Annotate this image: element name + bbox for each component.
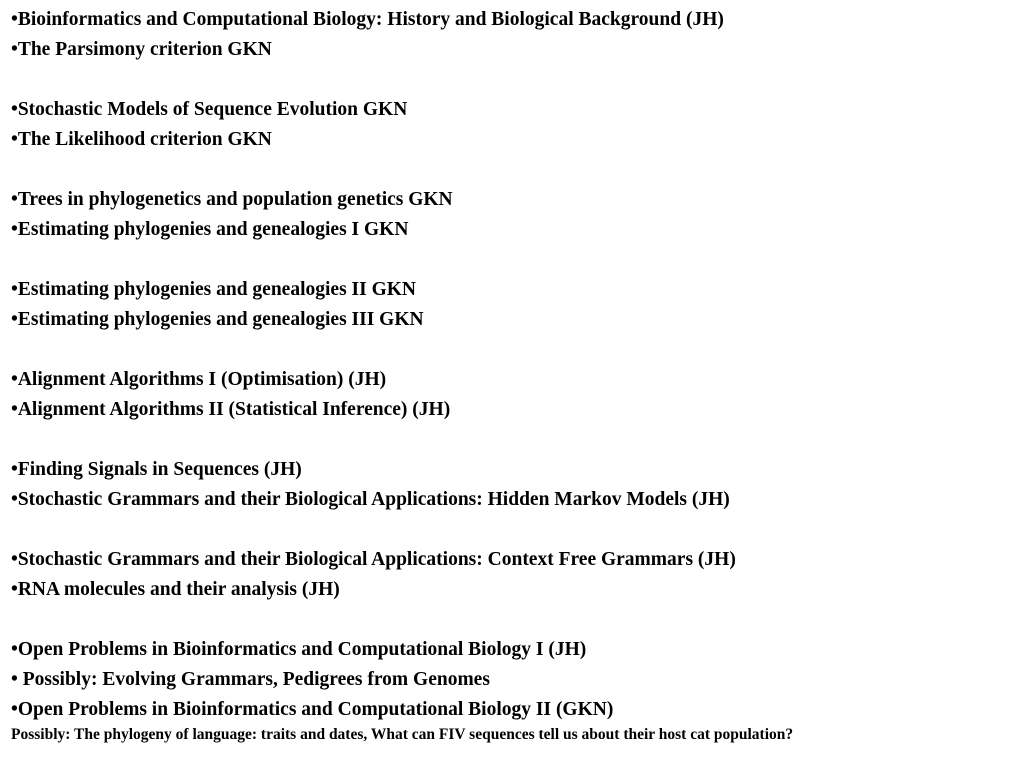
lecture-list (11, 5, 736, 725)
lecture-item: •Bioinformatics and Computational Biology: History and Biological Background (JH) (11, 9, 724, 30)
lecture-item: •Open Problems in Bioinformatics and Computational Biology I (JH) (11, 639, 587, 660)
lecture-item: •The Parsimony criterion GKN (11, 39, 272, 60)
lecture-item: •Stochastic Grammars and their Biological Applications: Hidden Markov Models (JH) (11, 489, 730, 510)
lecture-item: •Estimating phylogenies and genealogies I GKN (11, 219, 409, 240)
lecture-item: •Open Problems in Bioinformatics and Computational Biology II (GKN) (11, 699, 614, 720)
lecture-item: •Estimating phylogenies and genealogies III GKN (11, 309, 424, 330)
lecture-item: •Estimating phylogenies and genealogies II GKN (11, 279, 416, 300)
lecture-item: •Alignment Algorithms II (Statistical Inference) (JH) (11, 399, 451, 420)
footnote: Possibly: The phylogeny of language: traits and dates, What can FIV sequences tell us about their host cat population? (11, 726, 794, 743)
lecture-item: •Stochastic Grammars and their Biological Applications: Context Free Grammars (JH) (11, 549, 736, 570)
lecture-item: •Finding Signals in Sequences (JH) (11, 459, 302, 480)
lecture-item: •Alignment Algorithms I (Optimisation) (JH) (11, 369, 387, 390)
lecture-item: • Possibly: Evolving Grammars, Pedigrees from Genomes (11, 669, 490, 690)
lecture-item: •Stochastic Models of Sequence Evolution GKN (11, 99, 408, 120)
lecture-item: •The Likelihood criterion GKN (11, 129, 272, 150)
lecture-item: •Trees in phylogenetics and population genetics GKN (11, 189, 453, 210)
lecture-item: •RNA molecules and their analysis (JH) (11, 579, 340, 600)
